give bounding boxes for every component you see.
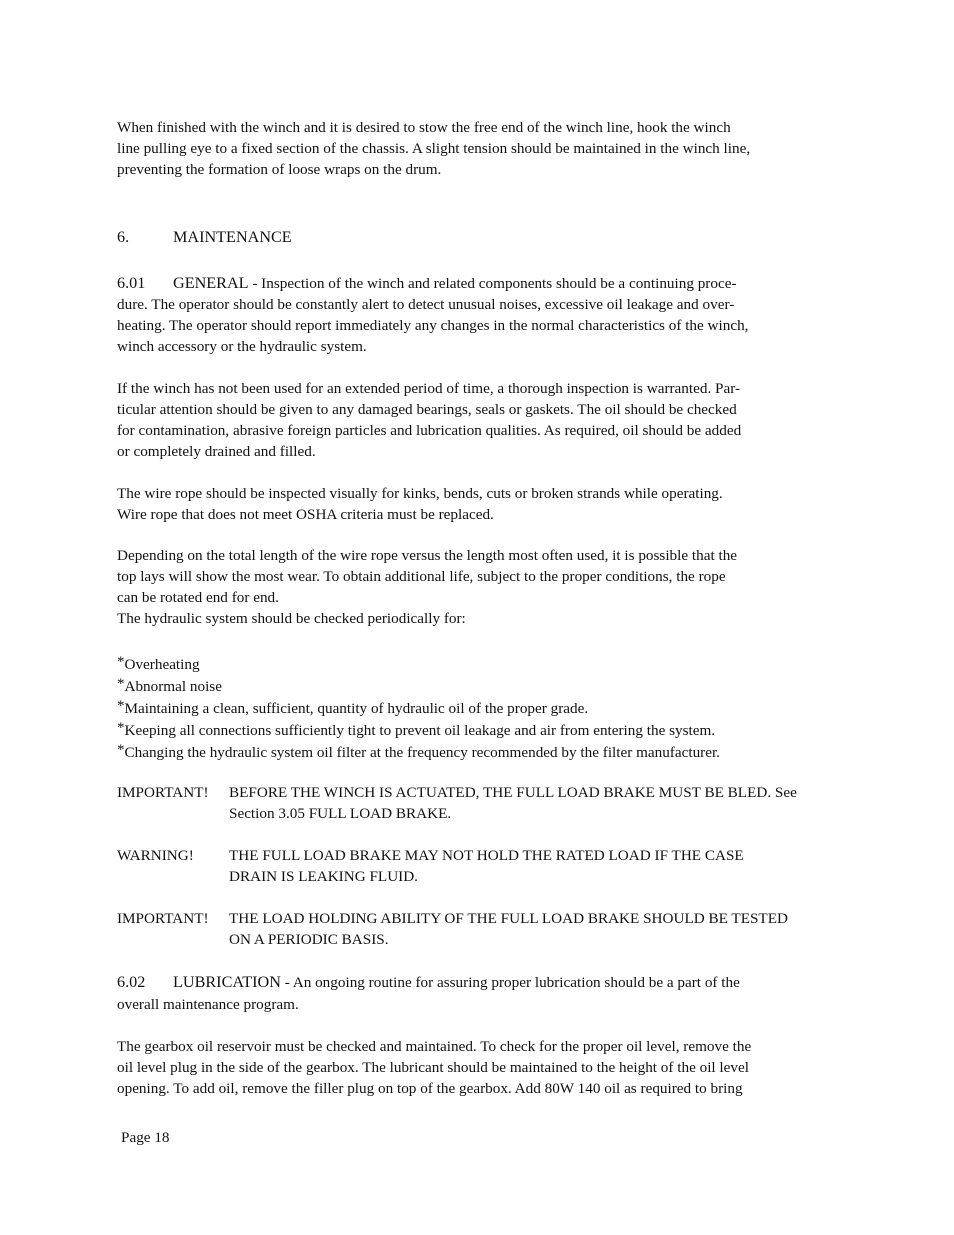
note-text-line: Section 3.05 FULL LOAD BRAKE. [229, 805, 452, 822]
paragraph-line: winch accessory or the hydraulic system. [117, 338, 367, 355]
note-label: IMPORTANT! [117, 910, 209, 927]
list-item: *Keeping all connections sufficiently tight to prevent oil leakage and air from entering the system. [117, 720, 716, 739]
paragraph-line: ticular attention should be given to any damaged bearings, seals or gaskets. The oil should be checked [117, 401, 737, 418]
subsection-title: GENERAL [173, 274, 249, 292]
paragraph-line: Depending on the total length of the wire rope versus the length most often used, it is possible that the [117, 547, 738, 564]
list-item: *Abnormal noise [117, 676, 222, 695]
paragraph-line: If the winch has not been used for an extended period of time, a thorough inspection is warranted. Par- [117, 380, 741, 397]
subsection-title: LUBRICATION [173, 973, 281, 991]
asterisk-bullet: * [117, 676, 125, 692]
list-item: *Changing the hydraulic system oil filter at the frequency recommended by the filter manufacturer. [117, 742, 720, 761]
asterisk-bullet: * [117, 742, 125, 758]
note-text-line: DRAIN IS LEAKING FLUID. [229, 868, 418, 885]
paragraph-line: opening. To add oil, remove the filler plug on top of the gearbox. Add 80W 140 oil as required to bring [117, 1080, 743, 1097]
paragraph-line: oil level plug in the side of the gearbox. The lubricant should be maintained to the height of the oil level [117, 1059, 749, 1076]
paragraph-line: When finished with the winch and it is desired to stow the free end of the winch line, hook the winch [117, 119, 731, 136]
section-number: 6. [117, 228, 130, 246]
note-label: WARNING! [117, 847, 194, 864]
paragraph-line: The gearbox oil reservoir must be checked and maintained. To check for the proper oil level, remove the [117, 1038, 752, 1055]
asterisk-bullet: * [117, 720, 125, 736]
paragraph-line: for contamination, abrasive foreign particles and lubrication qualities. As required, oil should be added [117, 422, 742, 439]
section-title: MAINTENANCE [173, 228, 292, 246]
paragraph-line: line pulling eye to a fixed section of the chassis. A slight tension should be maintained in the winch line, [117, 140, 751, 157]
note-text-line: ON A PERIODIC BASIS. [229, 931, 389, 948]
subsection-number: 6.01 [117, 274, 146, 292]
section-heading [117, 227, 292, 248]
asterisk-bullet: * [117, 654, 125, 670]
paragraph-line: The hydraulic system should be checked periodically for: [117, 610, 466, 627]
subsection-number: 6.02 [117, 973, 146, 991]
paragraph-line: overall maintenance program. [117, 996, 299, 1013]
list-item: *Overheating [117, 654, 200, 673]
subsection-text: - An ongoing routine for assuring proper lubrication should be a part of the [280, 974, 740, 991]
page-number: Page 18 [121, 1129, 170, 1146]
paragraph-line: heating. The operator should report immediately any changes in the normal characteristics of the winch, [117, 317, 749, 334]
note-label: IMPORTANT! [117, 784, 209, 801]
subsection-first-line [117, 972, 740, 993]
subsection-text: - Inspection of the winch and related components should be a continuing proce- [248, 275, 737, 292]
paragraph-line: or completely drained and filled. [117, 443, 316, 460]
list-item: *Maintaining a clean, sufficient, quantity of hydraulic oil of the proper grade. [117, 698, 589, 717]
asterisk-bullet: * [117, 698, 125, 714]
note-text-line: THE LOAD HOLDING ABILITY OF THE FULL LOAD BRAKE SHOULD BE TESTED [229, 910, 788, 927]
paragraph-line: preventing the formation of loose wraps on the drum. [117, 161, 442, 178]
paragraph-line: top lays will show the most wear. To obtain additional life, subject to the proper conditions, the rope [117, 568, 726, 585]
note-text-line: BEFORE THE WINCH IS ACTUATED, THE FULL LOAD BRAKE MUST BE BLED. See [229, 784, 797, 801]
paragraph-line: can be rotated end for end. [117, 589, 279, 606]
subsection-first-line [117, 273, 737, 294]
note-text-line: THE FULL LOAD BRAKE MAY NOT HOLD THE RATED LOAD IF THE CASE [229, 847, 744, 864]
paragraph-line: The wire rope should be inspected visually for kinks, bends, cuts or broken strands while operating. [117, 485, 723, 502]
paragraph-line: Wire rope that does not meet OSHA criteria must be replaced. [117, 506, 494, 523]
paragraph-line: dure. The operator should be constantly alert to detect unusual noises, excessive oil leakage and over- [117, 296, 735, 313]
